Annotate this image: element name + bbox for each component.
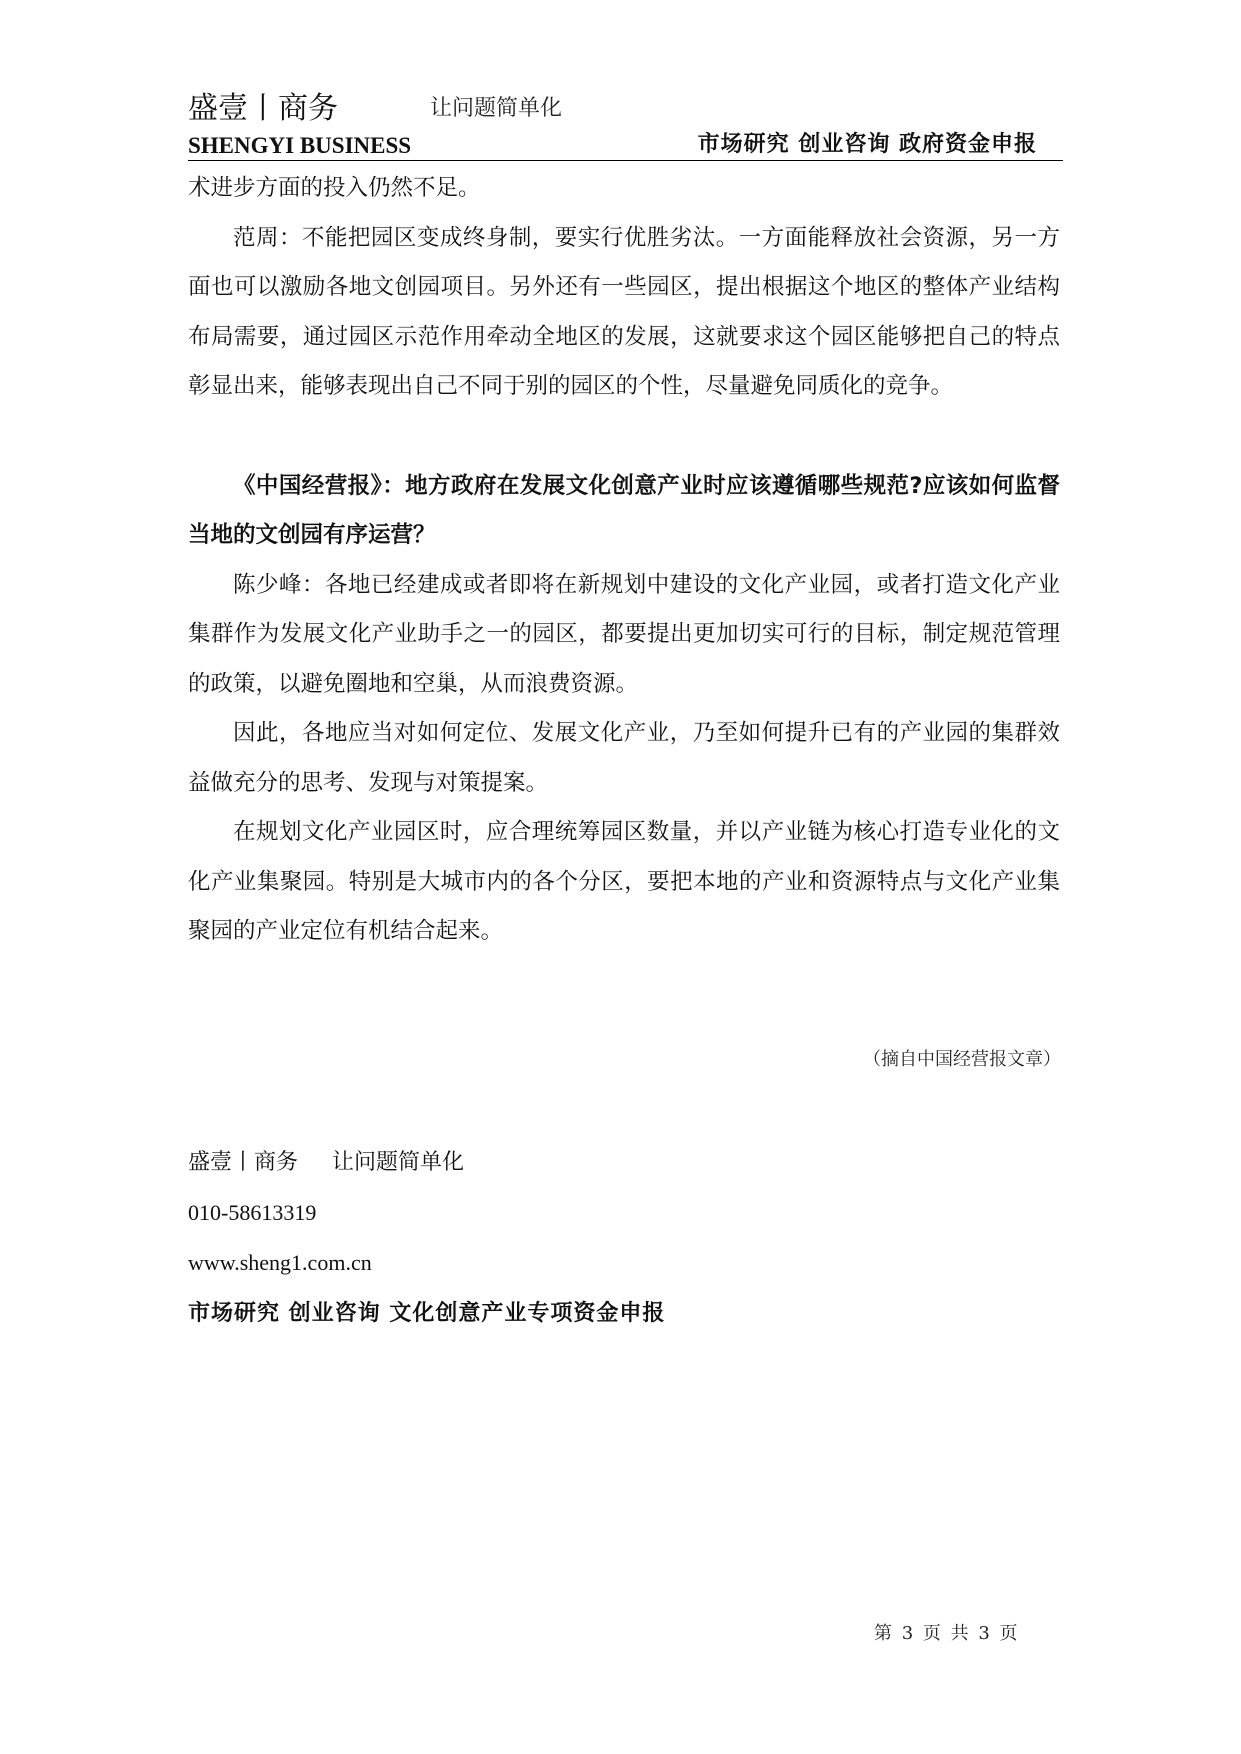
paragraph-chen-shaofeng: 陈少峰：各地已经建成或者即将在新规划中建设的文化产业园，或者打造文化产业集群作为发展文化产业助手之一的园区，都要提出更加切实可行的目标，制定规范管理的政策，以避免圈地和空巢，从而浪费资源。 [188,571,1060,697]
brand-slogan: 让问题简单化 [430,96,563,121]
page-number: 第 3 页 共 3 页 [874,1623,1020,1644]
contact-phone: 010-58613319 [188,1200,317,1225]
header-divider [188,160,1063,161]
contact-website-link[interactable]: www.sheng1.com.cn [188,1250,372,1275]
contact-slogan: 让问题简单化 [332,1150,465,1175]
header-services: 市场研究 创业咨询 政府资金申报 [697,131,1037,157]
paragraph-therefore: 因此，各地应当对如何定位、发展文化产业，乃至如何提升已有的产业园的集群效益做充分的思考、发现与对策提案。 [188,720,1060,796]
article-body [188,164,1060,957]
page-header [188,88,1063,162]
paragraph-planning: 在规划文化产业园区时，应合理统筹园区数量，并以产业链为核心打造专业化的文化产业集聚园。特别是大城市内的各个分区，要把本地的产业和资源特点与文化产业集聚园的产业定位有机结合起来。 [188,819,1060,944]
contact-brand-row [188,1138,988,1188]
contact-brand-name: 盛壹丨商务 [188,1150,299,1175]
contact-services: 市场研究 创业咨询 文化创意产业专项资金申报 [188,1300,666,1326]
brand-name-cn: 盛壹丨商务 [188,91,338,126]
paragraph-fan-zhou: 范周：不能把园区变成终身制，要实行优胜劣汰。一方面能释放社会资源，另一方面也可以激励各地文创园项目。另外还有一些园区，提出根据这个地区的整体产业结构布局需要，通过园区示范作用牵动全地区的发展，这就要求这个园区能够把自己的特点彰显出来，能够表现出自己不同于别的园区的个性，尽量避免同质化的竞争。 [188,224,1060,399]
brand-name-en: SHENGYI BUSINESS [188,133,412,158]
paragraph-continuation: 术进步方面的投入仍然不足。 [188,175,481,201]
contact-block [188,1138,988,1338]
source-note: （摘自中国经营报文章） [863,1049,1061,1070]
paragraph-spacer [188,412,1060,462]
interview-question: 《中国经营报》：地方政府在发展文化创意产业时应该遵循哪些规范?应该如何监督当地的文创园有序运营？ [188,472,1060,548]
